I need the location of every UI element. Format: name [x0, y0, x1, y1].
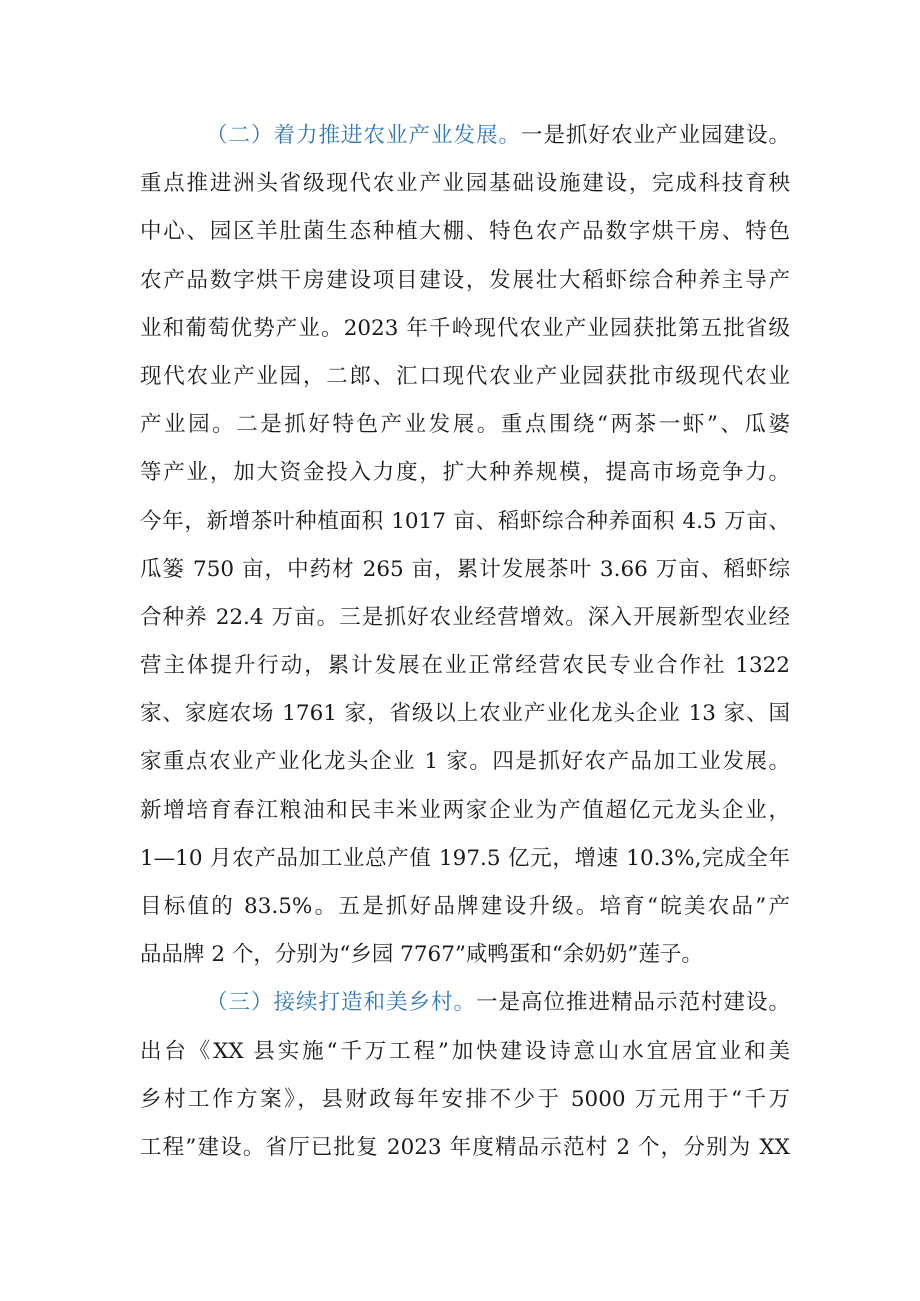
section-2-heading: （二）着力推进农业产业发展。	[206, 123, 521, 148]
paragraph-line: 业和葡萄优势产业。2023 年千岭现代农业产业园获批第五批省级	[140, 315, 790, 341]
paragraph-line: 农产品数字烘干房建设项目建设，发展壮大稻虾综合种养主导产	[140, 267, 790, 293]
paragraph-line: 中心、园区羊肚菌生态种植大棚、特色农产品数字烘干房、特色	[140, 219, 790, 245]
paragraph-line: 乡村工作方案》，县财政每年安排不少于 5000 万元用于“千万	[140, 1086, 790, 1112]
section-3-heading: （三）接续打造和美乡村。	[206, 990, 476, 1016]
paragraph-line: 品品牌 2 个，分别为“乡园 7767”咸鸭蛋和“余奶奶”莲子。	[140, 942, 703, 968]
paragraph-line: 产业园。二是抓好特色产业发展。重点围绕“两茶一虾”、瓜婆	[140, 412, 790, 438]
document-body	[140, 112, 790, 1172]
paragraph-line: 等产业，加大资金投入力度，扩大种养规模，提高市场竞争力。	[140, 460, 790, 486]
paragraph-line: 工程”建设。省厅已批复 2023 年度精品示范村 2 个，分别为 XX	[140, 1134, 790, 1160]
paragraph-line: 1—10 月农产品加工业总产值 197.5 亿元，增速 10.3%,完成全年	[140, 845, 790, 871]
section-2-first-line	[140, 112, 790, 160]
section-3-first-line	[140, 979, 790, 1027]
paragraph-line: 出台《XX 县实施“千万工程”加快建设诗意山水宜居宜业和美	[140, 1038, 790, 1064]
paragraph-line: 新增培育春江粮油和民丰米业两家企业为产值超亿元龙头企业，	[140, 797, 790, 823]
paragraph-line: 家重点农业产业化龙头企业 1 家。四是抓好农产品加工业发展。	[140, 749, 790, 775]
paragraph-line: 现代农业产业园，二郎、汇口现代农业产业园获批市级现代农业	[140, 363, 790, 389]
paragraph-line: 家、家庭农场 1761 家，省级以上农业产业化龙头企业 13 家、国	[140, 701, 790, 727]
paragraph-line: 目标值的 83.5%。五是抓好品牌建设升级。培育“皖美农品”产	[140, 894, 790, 919]
section-2-first-line-text: 一是抓好农业产业园建设。	[520, 123, 790, 148]
paragraph-line: 合种养 22.4 万亩。三是抓好农业经营增效。深入开展新型农业经	[140, 604, 790, 630]
paragraph-line: 重点推进洲头省级现代农业产业园基础设施建设，完成科技育秧	[140, 171, 790, 197]
section-3-first-line-text: 一是高位推进精品示范村建设。	[476, 990, 790, 1016]
paragraph-line: 今年，新增茶叶种植面积 1017 亩、稻虾综合种养面积 4.5 万亩、	[140, 508, 790, 534]
paragraph-line: 瓜篓 750 亩，中药材 265 亩，累计发展茶叶 3.66 万亩、稻虾综	[140, 556, 790, 582]
paragraph-line: 营主体提升行动，累计发展在业正常经营农民专业合作社 1322	[140, 653, 790, 679]
